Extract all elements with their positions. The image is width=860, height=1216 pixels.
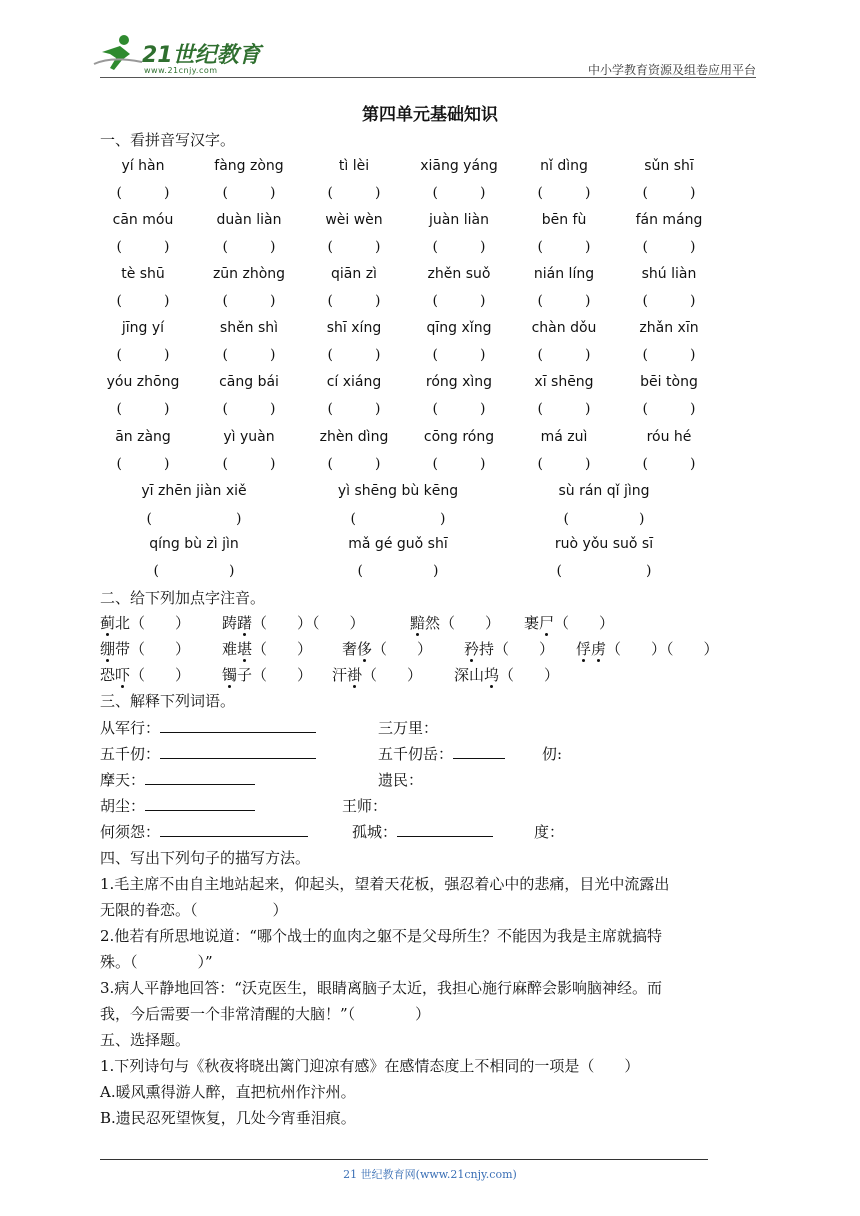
zhuyin-row-3	[100, 664, 190, 685]
answer-blank[interactable]: ( )	[153, 563, 235, 579]
answer-blank[interactable]: ( )	[146, 511, 242, 527]
pinyin-item: yī zhēn jiàn xiě	[141, 483, 247, 499]
footer-link[interactable]: 21 世纪教育网(www.21cnjy.com)	[343, 1168, 517, 1181]
dotted-char: 虏	[591, 640, 607, 658]
answer-blank[interactable]: ( )	[222, 401, 276, 417]
pinyin-item: duàn liàn	[216, 212, 282, 228]
dotted-char: 绷	[100, 640, 116, 658]
answer-blank[interactable]: ( )	[327, 293, 381, 309]
pinyin-item: zhǎn xīn	[639, 320, 699, 336]
word-char: 奢	[342, 640, 358, 658]
answer-blank[interactable]: ( )	[642, 185, 696, 201]
term-row	[100, 821, 308, 842]
page-title: 第四单元基础知识	[362, 105, 498, 125]
zhuyin-row-3	[332, 664, 422, 685]
term-row	[534, 821, 564, 842]
term-label: 五千仞：	[100, 745, 161, 763]
dotted-char: 躇	[237, 614, 253, 632]
pinyin-item: cí xiáng	[326, 374, 382, 390]
answer-blank[interactable]: ( )	[556, 563, 652, 579]
sentence-text: 无限的眷恋。（ ）	[100, 901, 288, 919]
answer-blank[interactable]: ( )	[327, 456, 381, 472]
dotted-char: 尸	[539, 614, 555, 632]
pinyin-item: jīng yí	[121, 320, 165, 336]
dotted-char: 俘	[576, 640, 592, 658]
word-char: 子	[237, 666, 253, 684]
term-label: 王师：	[342, 797, 388, 815]
pinyin-item: wèi wèn	[325, 212, 383, 228]
term-row	[342, 795, 387, 816]
zhuyin-row-2	[576, 638, 719, 659]
pinyin-item: qīng xǐng	[426, 320, 492, 336]
pinyin-item: yì yuàn	[223, 429, 275, 445]
pinyin-item: yóu zhōng	[106, 374, 180, 390]
answer-blank[interactable]: ( )	[537, 239, 591, 255]
pinyin-item: qiān zì	[331, 266, 377, 282]
pinyin-item: fàng zòng	[214, 158, 284, 174]
pinyin-item: zūn zhòng	[212, 266, 286, 282]
word-char: 持	[479, 640, 495, 658]
answer-blank[interactable]: （ ）	[499, 666, 560, 684]
answer-underline[interactable]	[160, 718, 316, 733]
sentence-text: 1.毛主席不由自主地站起来，仰起头，望着天花板，强忍着心中的悲痛，目光中流露出	[100, 875, 670, 893]
answer-blank[interactable]: ( )	[222, 293, 276, 309]
answer-blank[interactable]: ( )	[222, 239, 276, 255]
answer-blank[interactable]: （ ）	[252, 640, 313, 658]
pinyin-item: shú liàn	[641, 266, 697, 282]
zhuyin-row-2	[464, 638, 554, 659]
answer-blank[interactable]: ( )	[327, 185, 381, 201]
answer-blank[interactable]: ( )	[642, 239, 696, 255]
answer-blank[interactable]: ( )	[327, 401, 381, 417]
answer-blank[interactable]: （ ）（ ）	[252, 614, 365, 632]
pinyin-item: cān móu	[112, 212, 174, 228]
answer-blank[interactable]: ( )	[537, 185, 591, 201]
dotted-char: 蓟	[100, 614, 116, 632]
answer-underline[interactable]	[453, 744, 505, 759]
zhuyin-row-1	[524, 612, 614, 633]
answer-blank[interactable]: ( )	[642, 401, 696, 417]
answer-blank[interactable]: （ ）	[130, 666, 191, 684]
answer-blank[interactable]: ( )	[537, 347, 591, 363]
word-char: 深山	[454, 666, 485, 684]
sentence-text: 我，今后需要一个非常清醒的大脑！”（ ）	[100, 1005, 431, 1023]
pinyin-item: róu hé	[646, 429, 692, 445]
site-logo	[92, 30, 262, 78]
word-char: 汗	[332, 666, 348, 684]
pinyin-item: fán máng	[635, 212, 703, 228]
answer-blank[interactable]: ( )	[327, 347, 381, 363]
logo-text: 21世纪教育	[142, 43, 261, 68]
pinyin-item: róng xìng	[425, 374, 493, 390]
pinyin-item: chàn dǒu	[531, 320, 597, 336]
sentence-text: 3.病人平静地回答：“沃克医生，眼睛离脑子太近，我担心施行麻醉会影响脑神经。而	[100, 979, 662, 997]
term-row	[100, 743, 316, 764]
pinyin-item: mǎ gé guǒ shī	[348, 536, 448, 552]
answer-blank[interactable]: ( )	[116, 347, 170, 363]
term-row	[100, 795, 255, 816]
pinyin-item: nǐ dìng	[540, 158, 588, 174]
zhuyin-row-2	[342, 638, 432, 659]
answer-blank[interactable]: ( )	[116, 239, 170, 255]
section-4-heading: 四、写出下列句子的描写方法。	[100, 849, 311, 867]
dotted-char: 镯	[222, 666, 238, 684]
answer-blank[interactable]: （ ）	[130, 640, 191, 658]
pinyin-item: shěn shì	[219, 320, 279, 336]
word-char: 然	[425, 614, 441, 632]
pinyin-item: tè shū	[121, 266, 165, 282]
zhuyin-row-1	[222, 612, 365, 633]
answer-blank[interactable]: （ ）	[494, 640, 555, 658]
answer-blank[interactable]: ( )	[116, 293, 170, 309]
answer-underline[interactable]	[145, 796, 255, 811]
answer-blank[interactable]: ( )	[432, 401, 486, 417]
pinyin-item: zhěn suǒ	[427, 266, 491, 282]
term-label: 孤城：	[352, 823, 398, 841]
zhuyin-row-1	[100, 612, 190, 633]
pinyin-item: nián líng	[533, 266, 595, 282]
answer-underline[interactable]	[397, 822, 493, 837]
pinyin-item: cāng bái	[219, 374, 279, 390]
answer-blank[interactable]: ( )	[563, 511, 645, 527]
pinyin-item: yí hàn	[121, 158, 165, 174]
answer-underline[interactable]	[160, 822, 308, 837]
answer-blank[interactable]: ( )	[222, 456, 276, 472]
section-5-heading: 五、选择题。	[100, 1031, 191, 1049]
term-label: 遗民：	[378, 771, 424, 789]
term-row	[100, 769, 255, 790]
word-char: 恐	[100, 666, 116, 684]
answer-blank[interactable]: ( )	[432, 185, 486, 201]
answer-blank[interactable]: ( )	[642, 293, 696, 309]
zhuyin-row-3	[454, 664, 559, 685]
dotted-char: 矜	[464, 640, 480, 658]
answer-blank[interactable]: ( )	[642, 347, 696, 363]
answer-blank[interactable]: （ ）	[554, 614, 615, 632]
pinyin-item: ān zàng	[115, 429, 171, 445]
answer-blank[interactable]: ( )	[327, 239, 381, 255]
pinyin-item: bēi tòng	[640, 374, 698, 390]
dotted-char: 黯	[410, 614, 426, 632]
term-label: 摩天：	[100, 771, 146, 789]
answer-blank[interactable]: （ ）	[440, 614, 501, 632]
section-3-heading: 三、解释下列词语。	[100, 692, 236, 710]
word-char: 北	[115, 614, 131, 632]
answer-blank[interactable]: （ ）	[362, 666, 423, 684]
pinyin-item: bēn fù	[541, 212, 587, 228]
sentence-text: 2.他若有所思地说道：“哪个战士的血肉之躯不是父母所生？不能因为我是主席就搞特	[100, 927, 662, 945]
word-char: 踌	[222, 614, 238, 632]
term-row	[378, 769, 423, 790]
word-char: 难	[222, 640, 238, 658]
dotted-char: 坞	[484, 666, 500, 684]
term-label: 五千仞岳：	[378, 745, 454, 763]
dotted-char: 吓	[115, 666, 131, 684]
answer-blank[interactable]: ( )	[432, 293, 486, 309]
term-row	[542, 743, 562, 764]
answer-blank[interactable]: ( )	[116, 401, 170, 417]
term-row	[352, 821, 493, 842]
zhuyin-row-3	[222, 664, 312, 685]
pinyin-item: zhèn dìng	[319, 429, 389, 445]
term-label: 胡尘：	[100, 797, 146, 815]
footer-divider	[100, 1159, 708, 1160]
section-2-heading: 二、给下列加点字注音。	[100, 589, 266, 607]
pinyin-item: má zuì	[540, 429, 588, 445]
term-row	[378, 743, 505, 764]
pinyin-item: xī shēng	[534, 374, 594, 390]
dotted-char: 侈	[357, 640, 373, 658]
dotted-char: 褂	[347, 666, 363, 684]
answer-blank[interactable]: ( )	[357, 563, 439, 579]
pinyin-item: cōng róng	[423, 429, 495, 445]
section-1-heading: 一、看拼音写汉字。	[100, 131, 236, 149]
pinyin-item: yì shēng bù kēng	[337, 483, 459, 499]
term-row	[100, 717, 316, 738]
answer-blank[interactable]: ( )	[432, 347, 486, 363]
answer-blank[interactable]: ( )	[537, 293, 591, 309]
answer-blank[interactable]: （ ）	[372, 640, 433, 658]
answer-blank[interactable]: ( )	[116, 185, 170, 201]
pinyin-item: qíng bù zì jìn	[149, 536, 239, 552]
pinyin-item: xiāng yáng	[420, 158, 498, 174]
answer-blank[interactable]: （ ）（ ）	[606, 640, 719, 658]
term-label: 仞:	[542, 745, 563, 763]
answer-blank[interactable]: ( )	[432, 239, 486, 255]
choice-option-a[interactable]: A.暖风熏得游人醉，直把杭州作汴州。	[100, 1083, 356, 1101]
pinyin-item: sù rán qǐ jìng	[558, 483, 650, 499]
choice-option-b[interactable]: B.遗民忍死望恢复，几处今宵垂泪痕。	[100, 1109, 356, 1127]
term-row	[378, 717, 438, 738]
pinyin-item: sǔn shī	[644, 158, 694, 174]
pinyin-item: juàn liàn	[429, 212, 489, 228]
answer-underline[interactable]	[145, 770, 255, 785]
term-label: 从军行：	[100, 719, 161, 737]
answer-blank[interactable]: ( )	[222, 347, 276, 363]
term-label: 何须怨：	[100, 823, 161, 841]
word-char: 带	[115, 640, 131, 658]
answer-blank[interactable]: ( )	[116, 456, 170, 472]
answer-blank[interactable]: ( )	[432, 456, 486, 472]
answer-blank[interactable]: ( )	[222, 185, 276, 201]
answer-blank[interactable]: ( )	[537, 456, 591, 472]
sentence-text: 殊。（ ）”	[100, 953, 213, 971]
zhuyin-row-2	[100, 638, 190, 659]
zhuyin-row-2	[222, 638, 312, 659]
answer-underline[interactable]	[160, 744, 316, 759]
answer-blank[interactable]: （ ）	[130, 614, 191, 632]
choice-question: 1.下列诗句与《秋夜将晓出篱门迎凉有感》在感情态度上不相同的一项是（ ）	[100, 1057, 640, 1075]
answer-blank[interactable]: ( )	[537, 401, 591, 417]
answer-blank[interactable]: （ ）	[252, 666, 313, 684]
pinyin-item: ruò yǒu suǒ sī	[554, 536, 654, 552]
logo-url: www.21cnjy.com	[144, 66, 218, 75]
answer-blank[interactable]: ( )	[642, 456, 696, 472]
term-label: 度：	[534, 823, 565, 841]
header-platform-text: 中小学教育资源及组卷应用平台	[587, 63, 756, 77]
runner-logo-icon	[92, 34, 144, 74]
pinyin-item: shī xíng	[326, 320, 382, 336]
pinyin-item: tì lèi	[338, 158, 370, 174]
header-divider	[100, 77, 756, 78]
term-label: 三万里：	[378, 719, 439, 737]
answer-blank[interactable]: ( )	[350, 511, 446, 527]
dotted-char: 堪	[237, 640, 253, 658]
word-char: 裹	[524, 614, 540, 632]
zhuyin-row-1	[410, 612, 500, 633]
